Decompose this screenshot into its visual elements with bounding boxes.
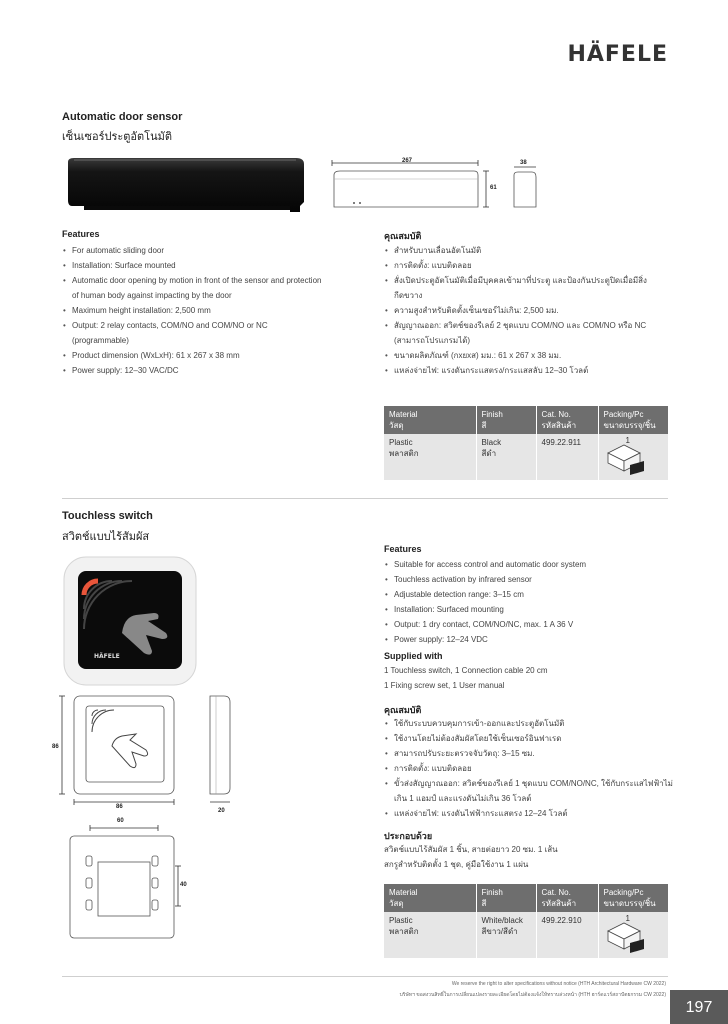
door-sensor-image bbox=[64, 156, 308, 218]
brand-logo: HÄFELE bbox=[567, 42, 668, 67]
header-en: Material bbox=[389, 410, 418, 419]
features-list bbox=[384, 557, 674, 647]
material-en: Plastic bbox=[389, 916, 413, 925]
feature-th-item: • ขั้วส่งสัญญาณออก: สวิตช์ของรีเลย์ 1 ชุดแบบ COM/NO/NC, ใช้กับกระแสไฟฟ้าไม่เกิน 1 แอมป์ และแรงดันไม่เกิน 36 โวลต์ bbox=[384, 776, 674, 806]
dimension-depth-label: 38 bbox=[520, 160, 527, 166]
supplied-th-item: สกรูสำหรับติดตั้ง 1 ชุด, คู่มือใช้งาน 1 แผ่น bbox=[384, 860, 529, 869]
section1-title: Automatic door sensor bbox=[62, 111, 183, 123]
header-en: Packing/Pc bbox=[603, 410, 644, 419]
finish-en: White/black bbox=[481, 916, 523, 925]
feature-th-item: • แหล่งจ่ายไฟ: แรงดันไฟฟ้ากระแสตรง 12–24 โวลต์ bbox=[384, 806, 674, 821]
header-finish bbox=[476, 884, 536, 912]
supplied-item: 1 Touchless switch, 1 Connection cable 20 cm bbox=[384, 666, 548, 675]
feature-th-item: • การติดตั้ง: แบบติดลอย bbox=[384, 761, 674, 776]
header-th: สี bbox=[481, 899, 487, 908]
header-en: Finish bbox=[481, 410, 503, 419]
supplied-th-item: สวิตช์แบบไร้สัมผัส 1 ชิ้น, สายต่อยาว 20 ซม. 1 เส้น bbox=[384, 845, 558, 854]
feature-item: • Automatic door opening by motion in front of the sensor and protection of human body against impacting by the door bbox=[62, 273, 324, 303]
header-th: วัสดุ bbox=[389, 899, 404, 908]
finish-th: สีดำ bbox=[481, 449, 497, 458]
material-th: พลาสติก bbox=[389, 449, 419, 458]
touchless-switch-image bbox=[62, 555, 198, 687]
feature-item: • Power supply: 12–24 VDC bbox=[384, 632, 674, 647]
cell-cat-no: 499.22.910 bbox=[536, 912, 598, 958]
supplied-list bbox=[384, 663, 674, 693]
spec-table bbox=[384, 884, 668, 958]
supplied-th-heading: ประกอบด้วย bbox=[384, 831, 433, 841]
material-en: Plastic bbox=[389, 438, 413, 447]
header-en: Material bbox=[389, 888, 418, 897]
feature-th-item: • แหล่งจ่ายไฟ: แรงดันกระแสตรง/กระแสสลับ 12–30 โวลต์ bbox=[384, 363, 674, 378]
header-material bbox=[384, 406, 476, 434]
feature-th-item: • สั่งเปิดประตูอัตโนมัติเมื่อมีบุคคลเข้ามาที่ประตู และป้องกันประตูปิดเมื่อมีสิ่งกีดขวาง bbox=[384, 273, 674, 303]
feature-th-item: • การติดตั้ง: แบบติดลอย bbox=[384, 258, 674, 273]
page-number: 197 bbox=[670, 990, 728, 1024]
feature-item: • Installation: Surfaced mounting bbox=[384, 602, 674, 617]
box-icon bbox=[604, 441, 646, 475]
section1-title-th: เซ็นเซอร์ประตูอัตโนมัติ bbox=[62, 131, 172, 143]
switch-dimension-drawing bbox=[56, 692, 246, 816]
feature-th-item: • สามารถปรับระยะตรวจจับวัตถุ: 3–15 ซม. bbox=[384, 746, 674, 761]
material-th: พลาสติก bbox=[389, 927, 419, 936]
cell-material bbox=[384, 912, 476, 958]
header-finish bbox=[476, 406, 536, 434]
finish-th: สีขาว/สีดำ bbox=[481, 927, 518, 936]
switch-height-label: 86 bbox=[52, 744, 59, 750]
packing-qty: 1 bbox=[625, 914, 630, 923]
header-th: รหัสสินค้า bbox=[541, 899, 577, 908]
header-packing bbox=[598, 884, 668, 912]
header-th: รหัสสินค้า bbox=[541, 421, 577, 430]
spec-table bbox=[384, 406, 668, 480]
dimension-height-label: 61 bbox=[490, 185, 497, 191]
cell-cat-no: 499.22.911 bbox=[536, 434, 598, 480]
features-th-list bbox=[384, 716, 674, 821]
box-icon bbox=[604, 919, 646, 953]
switch-depth-label: 20 bbox=[218, 808, 225, 814]
cell-material bbox=[384, 434, 476, 480]
hole-height-label: 40 bbox=[180, 882, 187, 888]
feature-th-item: • สำหรับบานเลื่อนอัตโนมัติ bbox=[384, 243, 674, 258]
spec-table-header bbox=[384, 884, 668, 912]
dimension-length-label: 267 bbox=[402, 158, 413, 164]
section2-title-th: สวิตช์แบบไร้สัมผัส bbox=[62, 531, 150, 543]
feature-item: • Product dimension (WxLxH): 61 x 267 x 38 mm bbox=[62, 348, 324, 363]
supplied-item: 1 Fixing screw set, 1 User manual bbox=[384, 681, 505, 690]
header-cat-no bbox=[536, 884, 598, 912]
spec-table-header bbox=[384, 406, 668, 434]
footer-note: We reserve the right to alter specifications without notice (HTH Architectural Hardware CW 2022) bbox=[451, 981, 666, 987]
feature-item: • Suitable for access control and automatic door system bbox=[384, 557, 674, 572]
cell-packing bbox=[598, 912, 668, 958]
header-material bbox=[384, 884, 476, 912]
features-th-heading: คุณสมบัติ bbox=[384, 705, 422, 715]
cell-finish bbox=[476, 434, 536, 480]
supplied-th-list bbox=[384, 842, 674, 872]
feature-th-item: • ขนาดผลิตภัณฑ์ (กxยxส) มม.: 61 x 267 x 38 มม. bbox=[384, 348, 674, 363]
features-list bbox=[62, 243, 324, 378]
header-th: สี bbox=[481, 421, 487, 430]
mounting-plate-drawing bbox=[66, 820, 186, 942]
feature-th-item: • สัญญาณออก: สวิตช์ของรีเลย์ 2 ชุดแบบ COM/NO และ COM/NO หรือ NC (สามารถโปรแกรมได้) bbox=[384, 318, 674, 348]
feature-item: • Maximum height installation: 2,500 mm bbox=[62, 303, 324, 318]
feature-item: • Installation: Surface mounted bbox=[62, 258, 324, 273]
header-en: Finish bbox=[481, 888, 503, 897]
feature-th-item: • ความสูงสำหรับติดตั้งเซ็นเซอร์ไม่เกิน: 2,500 มม. bbox=[384, 303, 674, 318]
hole-spacing-label: 60 bbox=[117, 818, 124, 824]
header-th: วัสดุ bbox=[389, 421, 404, 430]
features-th-heading: คุณสมบัติ bbox=[384, 231, 422, 241]
switch-logo: HÄFELE bbox=[94, 653, 120, 660]
header-en: Cat. No. bbox=[541, 410, 571, 419]
packing-qty: 1 bbox=[625, 436, 630, 445]
section2-title: Touchless switch bbox=[62, 510, 153, 522]
header-en: Packing/Pc bbox=[603, 888, 644, 897]
cell-finish bbox=[476, 912, 536, 958]
switch-width-label: 86 bbox=[116, 804, 123, 810]
header-th: ขนาดบรรจุ/ชิ้น bbox=[603, 421, 656, 430]
header-th: ขนาดบรรจุ/ชิ้น bbox=[603, 899, 656, 908]
header-cat-no bbox=[536, 406, 598, 434]
table-row bbox=[384, 912, 668, 958]
feature-item: • Power supply: 12–30 VAC/DC bbox=[62, 363, 324, 378]
door-sensor-dimension-drawing bbox=[328, 157, 548, 217]
features-heading: Features bbox=[62, 229, 100, 239]
feature-th-item: • ใช้งานโดยไม่ต้องสัมผัสโดยใช้เซ็นเซอร์อินฟาเรด bbox=[384, 731, 674, 746]
cell-packing bbox=[598, 434, 668, 480]
features-th-list bbox=[384, 243, 674, 378]
section-divider bbox=[62, 498, 668, 499]
feature-item: • Output: 1 dry contact, COM/NO/NC, max. 1 A 36 V bbox=[384, 617, 674, 632]
header-en: Cat. No. bbox=[541, 888, 571, 897]
header-packing bbox=[598, 406, 668, 434]
finish-en: Black bbox=[481, 438, 502, 447]
feature-item: • Output: 2 relay contacts, COM/NO and COM/NO or NC (programmable) bbox=[62, 318, 324, 348]
supplied-heading: Supplied with bbox=[384, 651, 443, 661]
footer-divider bbox=[62, 976, 668, 977]
feature-item: • Touchless activation by infrared sensor bbox=[384, 572, 674, 587]
feature-item: • For automatic sliding door bbox=[62, 243, 324, 258]
table-row bbox=[384, 434, 668, 480]
feature-item: • Adjustable detection range: 3–15 cm bbox=[384, 587, 674, 602]
footer-note-th: บริษัทฯ ขอสงวนสิทธิ์ในการเปลี่ยนแปลงรายละเอียดโดยไม่ต้องแจ้งให้ทราบล่วงหน้า (HTH ฮาร์ดแวร์สถาปัตยกรรม CW 2022) bbox=[399, 992, 666, 998]
features-heading: Features bbox=[384, 544, 422, 554]
feature-th-item: • ใช้กับระบบควบคุมการเข้า-ออกและประตูอัตโนมัติ bbox=[384, 716, 674, 731]
